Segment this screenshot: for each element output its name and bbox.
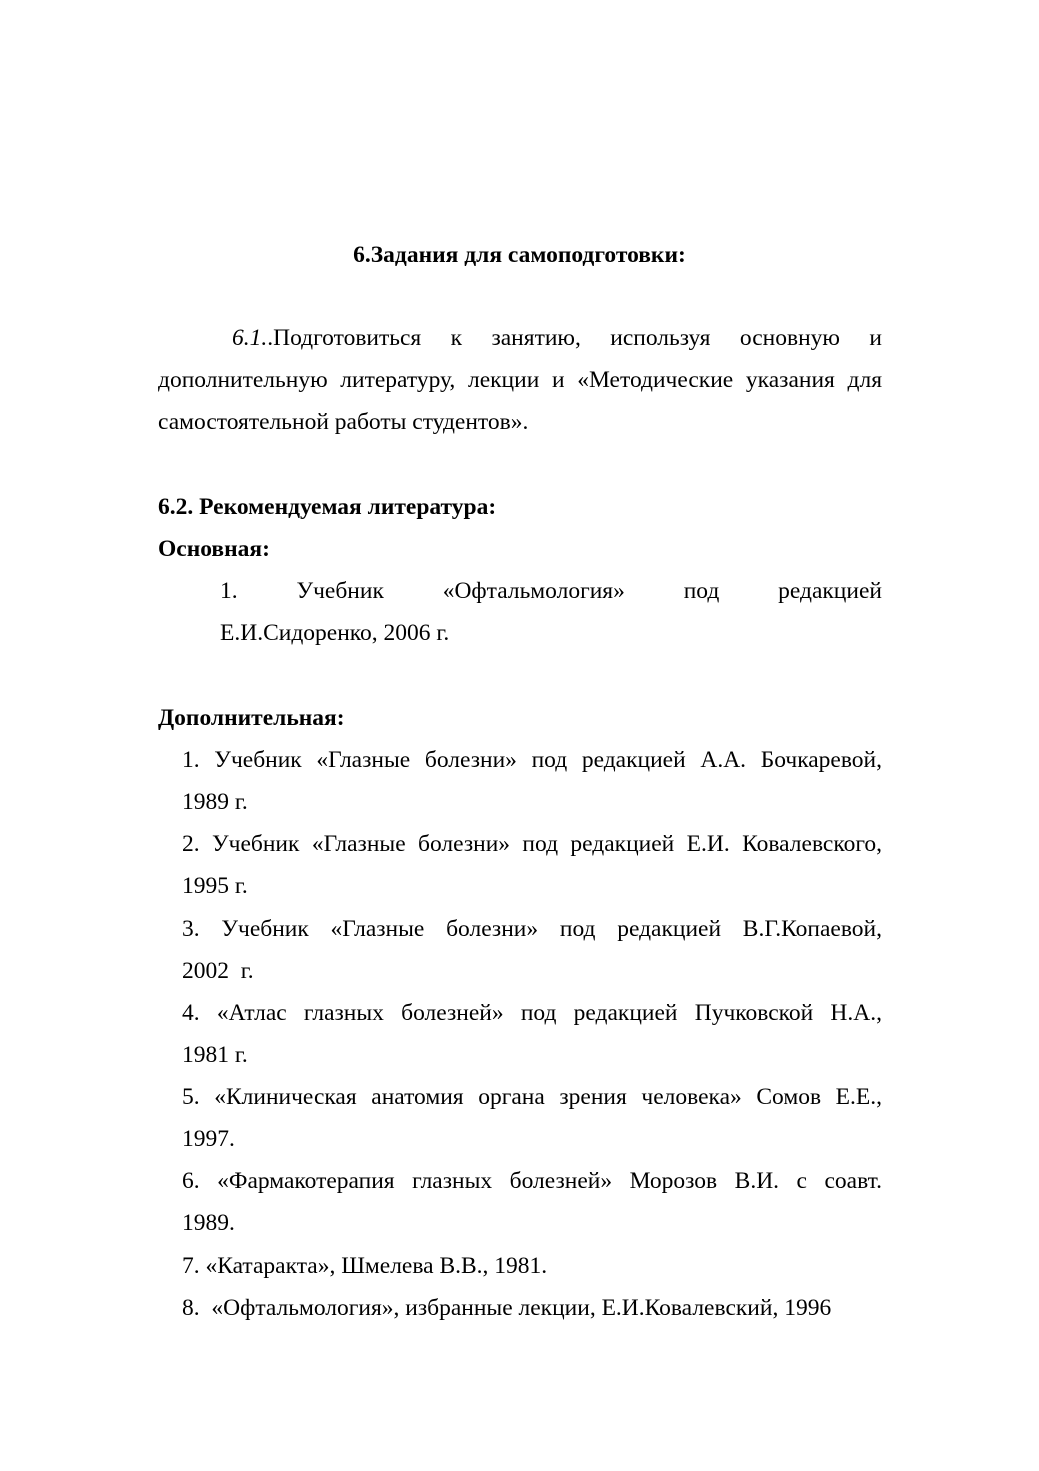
task-number: 6.1.: [232, 325, 268, 351]
task-word: к: [450, 325, 463, 351]
extra-literature-item-8: 8. «Офтальмология», избранные лекции, Е.И.Ковалевский, 1996: [182, 1295, 832, 1321]
main-item-word: редакцией: [778, 578, 882, 604]
task-first-word: 6.1..Подготовиться: [232, 325, 422, 351]
main-item-word: под: [683, 578, 720, 604]
extra-literature-item-5-line-2: 1997.: [182, 1126, 235, 1152]
extra-literature-heading: Дополнительная:: [158, 705, 345, 731]
extra-literature-item-1-line-2: 1989 г.: [182, 789, 248, 815]
main-literature-item-line-1: [220, 570, 882, 612]
extra-literature-item-4: 4. «Атлас глазных болезней» под редакцией Пучковской Н.А.,: [182, 1000, 882, 1026]
extra-literature-item-3: 3. Учебник «Глазные болезни» под редакцией В.Г.Копаевой,: [182, 916, 882, 942]
extra-literature-item-6: 6. «Фармакотерапия глазных болезней» Морозов В.И. с соавт.: [182, 1168, 882, 1194]
main-item-word: 1.: [220, 578, 238, 604]
section-title: 6.Задания для самоподготовки:: [353, 242, 686, 268]
extra-literature-item-7: 7. «Катаракта», Шмелева В.В., 1981.: [182, 1253, 548, 1279]
extra-literature-item-1: 1. Учебник «Глазные болезни» под редакцией А.А. Бочкаревой,: [182, 747, 882, 773]
literature-heading: 6.2. Рекомендуемая литература:: [158, 494, 497, 520]
task-word: и: [869, 325, 882, 351]
task-paragraph-line-3: самостоятельной работы студентов».: [158, 409, 529, 435]
extra-literature-item-4-line-2: 1981 г.: [182, 1042, 248, 1068]
task-word: основную: [739, 325, 840, 351]
main-item-word: «Офтальмология»: [442, 578, 625, 604]
task-paragraph-line-2: дополнительную литературу, лекции и «Методические указания для: [158, 367, 882, 393]
main-literature-item-line-2: Е.И.Сидоренко, 2006 г.: [220, 620, 450, 646]
task-word: занятию,: [491, 325, 581, 351]
extra-literature-item-2: 2. Учебник «Глазные болезни» под редакцией Е.И. Ковалевского,: [182, 831, 882, 857]
extra-literature-item-5: 5. «Клиническая анатомия органа зрения человека» Сомов Е.Е.,: [182, 1084, 882, 1110]
extra-literature-item-6-line-2: 1989.: [182, 1210, 235, 1236]
extra-literature-item-2-line-2: 1995 г.: [182, 873, 248, 899]
main-item-word: Учебник: [296, 578, 384, 604]
task-paragraph-line-1: [232, 317, 882, 359]
main-literature-heading: Основная:: [158, 536, 270, 562]
task-word: используя: [610, 325, 711, 351]
extra-literature-item-3-line-2: 2002 г.: [182, 958, 254, 984]
